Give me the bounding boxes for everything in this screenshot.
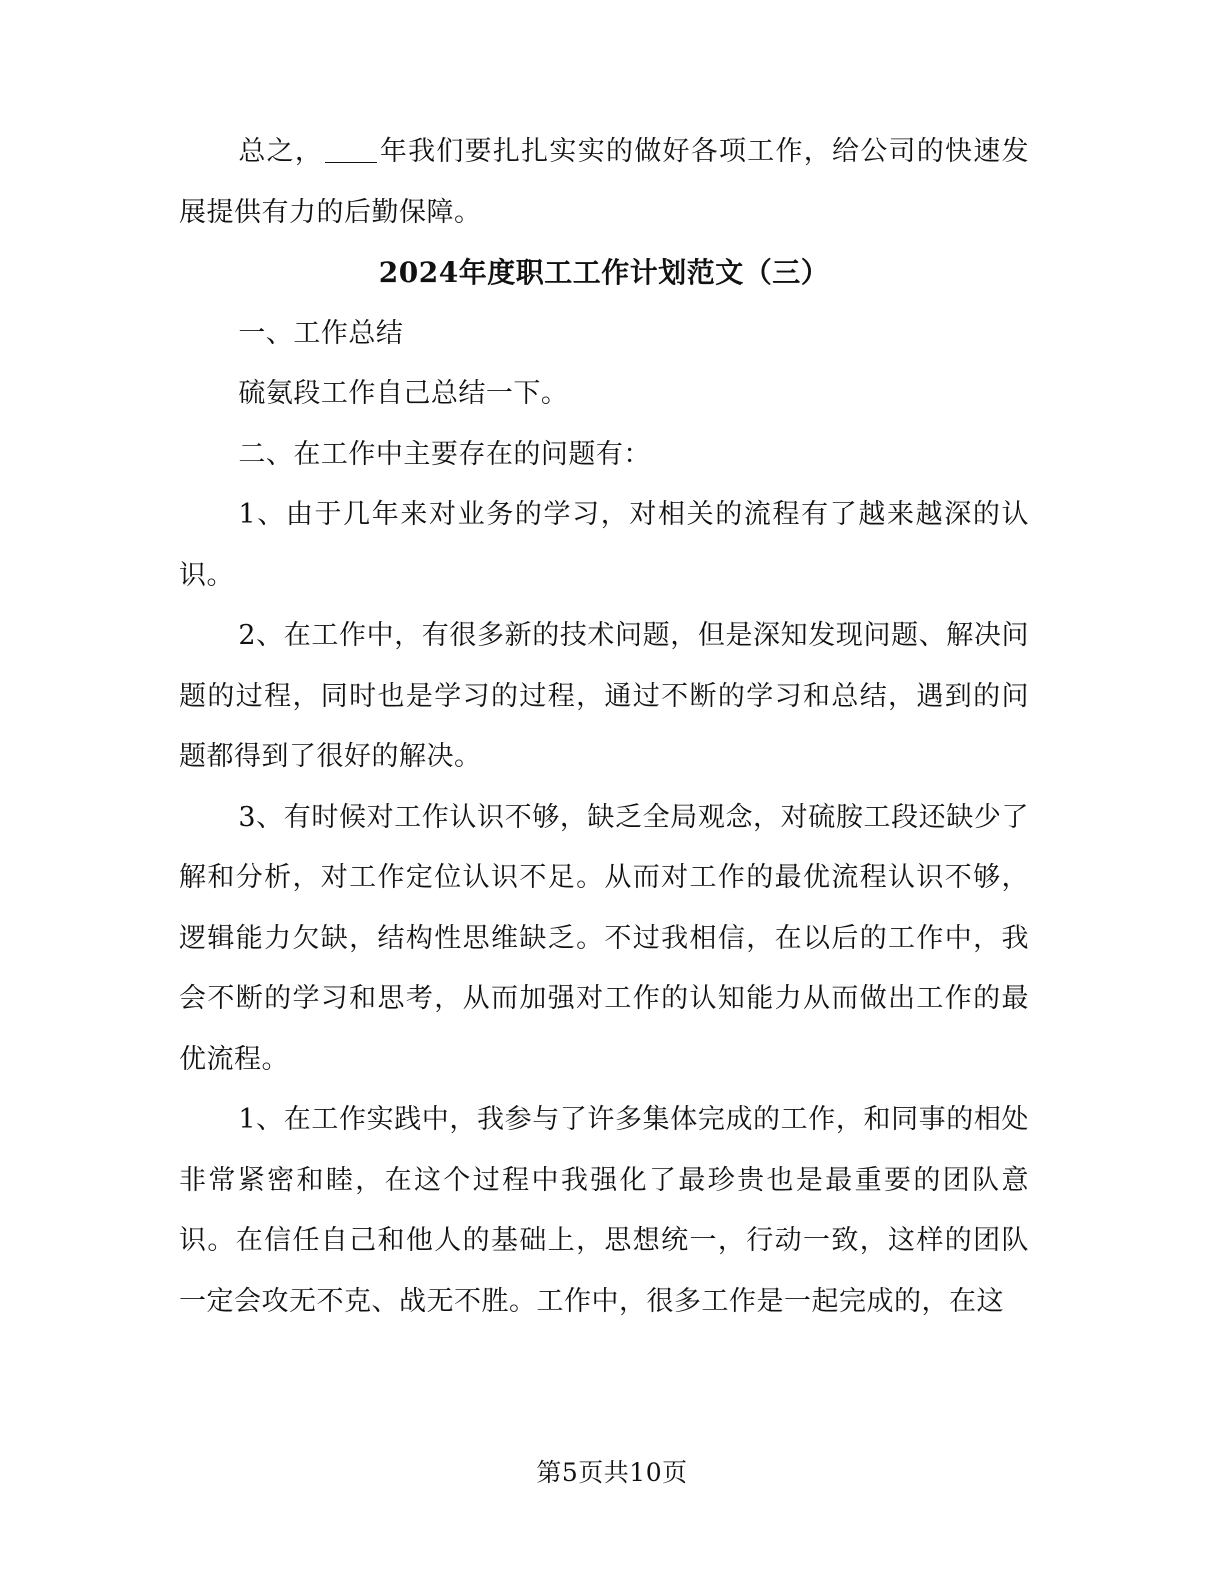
- closing-text-start: 总之，: [238, 136, 324, 167]
- problem-item-3: 3、有时候对工作认识不够，缺乏全局观念，对硫胺工段还缺少了解和分析，对工作定位认识不足。从而对工作的最优流程认识不够，逻辑能力欠缺，结构性思维缺乏。不过我相信，在以后的工作中，我会不断的学习和思考，从而加强对工作的认知能力从而做出工作的最优流程。: [179, 801, 1029, 1075]
- fill-in-blank: [325, 135, 377, 163]
- document-body: [179, 122, 1029, 1332]
- section-heading-problems: 二、在工作中主要存在的问题有：: [238, 438, 651, 470]
- summary-paragraph: 硫氨段工作自己总结一下。: [238, 378, 569, 409]
- section-heading-summary: 一、工作总结: [238, 317, 404, 349]
- problem-item-1: 1、由于几年来对业务的学习，对相关的流程有了越来越深的认识。: [179, 499, 1029, 591]
- page-number: 第5页共10页: [536, 1458, 688, 1487]
- closing-paragraph: [179, 122, 1029, 243]
- document-title: 2024年度职工工作计划范文（三）: [378, 256, 830, 289]
- problem-item-2: 2、在工作中，有很多新的技术问题，但是深知发现问题、解决问题的过程，同时也是学习的过程，通过不断的学习和总结，遇到的问题都得到了很好的解决。: [179, 620, 1029, 772]
- closing-text-end: 年我们要扎扎实实的做好各项工作，给公司的快速发展提供有力的后勤保障。: [179, 136, 1030, 228]
- practice-item-1: 1、在工作实践中，我参与了许多集体完成的工作，和同事的相处非常紧密和睦，在这个过程中我强化了最珍贵也是最重要的团队意识。在信任自己和他人的基础上，思想统一，行动一致，这样的团队一定会攻无不克、战无不胜。工作中，很多工作是一起完成的，在这: [179, 1104, 1029, 1317]
